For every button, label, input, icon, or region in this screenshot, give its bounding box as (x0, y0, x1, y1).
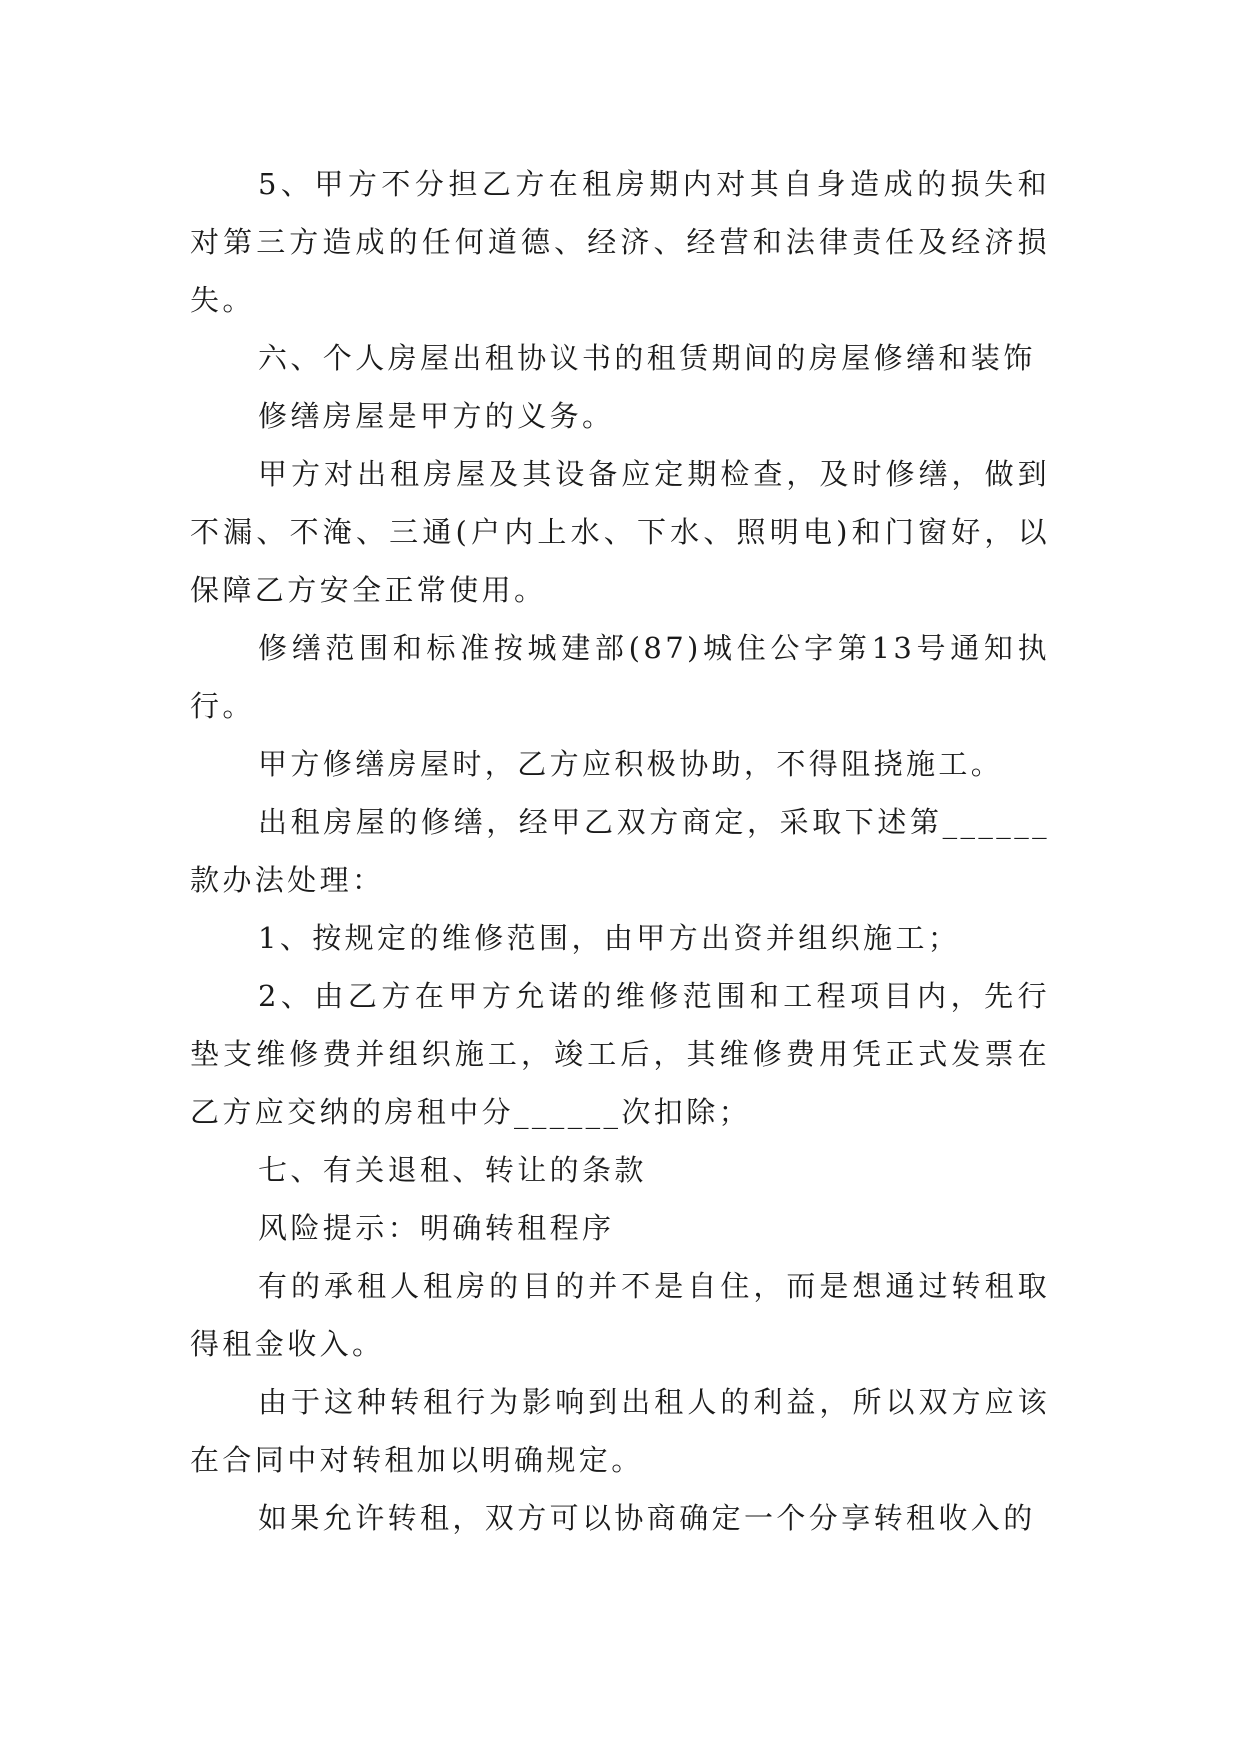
paragraph-repair-standard: 修缮范围和标准按城建部(87)城住公字第13号通知执行。 (190, 631, 1050, 723)
paragraph-sublease-purpose: 有的承租人租房的目的并不是自住，而是想通过转租取得租金收入。 (190, 1269, 1050, 1361)
section-heading-sublease: 七、有关退租、转让的条款 (258, 1153, 647, 1187)
paragraph-repair-duty: 修缮房屋是甲方的义务。 (258, 399, 615, 433)
paragraph-inspection: 甲方对出租房屋及其设备应定期检查，及时修缮，做到不漏、不淹、三通(户内上水、下水、照明电)和门窗好，以保障乙方安全正常使用。 (190, 457, 1050, 607)
paragraph-method-2: 2、由乙方在甲方允诺的维修范围和工程项目内，先行垫支维修费并组织施工，竣工后，其维修费用凭正式发票在乙方应交纳的房租中分______次扣除； (190, 979, 1050, 1129)
paragraph-risk-tip: 风险提示：明确转租程序 (258, 1211, 615, 1245)
paragraph-sublease-allowed: 如果允许转租，双方可以协商确定一个分享转租收入的 (258, 1501, 1036, 1535)
paragraph-repair-method: 出租房屋的修缮，经甲乙双方商定，采取下述第______款办法处理： (190, 805, 1050, 897)
paragraph-method-1: 1、按规定的维修范围，由甲方出资并组织施工； (258, 921, 961, 955)
document-body (190, 155, 1050, 1547)
paragraph-cooperation: 甲方修缮房屋时，乙方应积极协助，不得阻挠施工。 (258, 747, 1004, 781)
section-heading-repair: 六、个人房屋出租协议书的租赁期间的房屋修缮和装饰 (258, 341, 1036, 375)
paragraph-loss-liability: 5、甲方不分担乙方在租房期内对其自身造成的损失和对第三方造成的任何道德、经济、经营和法律责任及经济损失。 (190, 167, 1050, 317)
paragraph-sublease-impact: 由于这种转租行为影响到出租人的利益，所以双方应该在合同中对转租加以明确规定。 (190, 1385, 1050, 1477)
